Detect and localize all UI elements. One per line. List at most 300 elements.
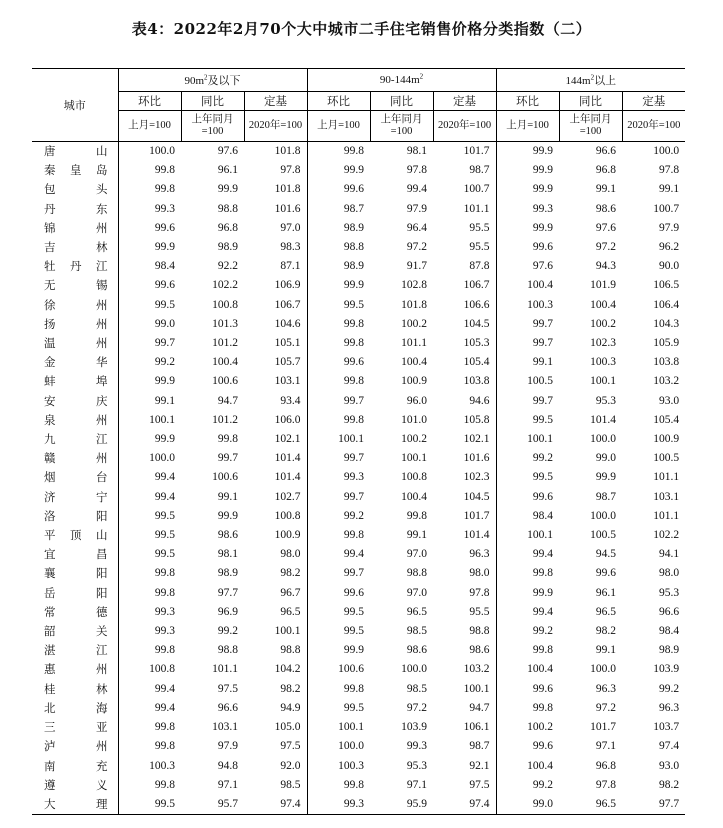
index-value-cell: 97.6 bbox=[595, 221, 617, 234]
table-row bbox=[32, 334, 685, 353]
index-value-cell: 99.1 bbox=[595, 644, 617, 657]
index-value-cell: 98.8 bbox=[280, 644, 301, 657]
index-value-cell: 98.8 bbox=[469, 625, 490, 638]
table-row bbox=[32, 180, 685, 199]
index-value-cell: 100.2 bbox=[496, 718, 559, 737]
table-row bbox=[32, 161, 685, 180]
index-value-cell: 106.5 bbox=[653, 279, 680, 292]
index-value-cell: 100.9 bbox=[401, 375, 428, 388]
city-name-cell: 平 顶 山 bbox=[32, 526, 118, 545]
city-name-cell: 三 亚 bbox=[32, 718, 118, 737]
index-value-cell: 94.1 bbox=[658, 548, 680, 561]
table-row bbox=[32, 680, 685, 699]
index-value-cell: 101.4 bbox=[463, 529, 490, 542]
index-value-cell: 100.0 bbox=[118, 142, 181, 162]
index-value-cell: 99.8 bbox=[118, 737, 181, 756]
base-period-header: 上月=100 bbox=[496, 111, 559, 142]
table-row bbox=[32, 699, 685, 718]
city-name-cell: 扬 州 bbox=[32, 315, 118, 334]
index-value-cell: 97.5 bbox=[280, 740, 301, 753]
index-value-cell: 100.1 bbox=[307, 718, 370, 737]
index-value-cell: 99.5 bbox=[118, 296, 181, 315]
city-name-cell: 秦 皇 岛 bbox=[32, 161, 118, 180]
index-value-cell: 99.3 bbox=[118, 603, 181, 622]
index-value-cell: 99.2 bbox=[496, 622, 559, 641]
index-value-cell: 103.2 bbox=[463, 663, 490, 676]
index-value-cell: 99.8 bbox=[118, 584, 181, 603]
city-name-cell: 温 州 bbox=[32, 334, 118, 353]
index-value-cell: 99.2 bbox=[118, 353, 181, 372]
index-value-cell: 95.5 bbox=[469, 241, 490, 254]
city-name-cell: 金 华 bbox=[32, 353, 118, 372]
index-value-cell: 100.4 bbox=[212, 356, 238, 369]
index-value-cell: 99.6 bbox=[307, 180, 370, 199]
index-value-cell: 99.9 bbox=[496, 219, 559, 238]
sub-header: 定基 bbox=[433, 92, 496, 111]
index-value-cell: 95.7 bbox=[181, 795, 244, 815]
index-value-cell: 99.3 bbox=[496, 200, 559, 219]
index-value-cell: 98.7 bbox=[469, 164, 490, 177]
index-value-cell: 97.4 bbox=[658, 740, 680, 753]
index-value-cell: 99.2 bbox=[496, 449, 559, 468]
index-value-cell: 101.4 bbox=[274, 452, 301, 465]
city-name-cell: 襄 阳 bbox=[32, 564, 118, 583]
index-value-cell: 100.4 bbox=[590, 298, 617, 311]
index-value-cell: 99.7 bbox=[307, 392, 370, 411]
index-value-cell: 101.8 bbox=[401, 298, 428, 311]
city-name-cell: 岳 阳 bbox=[32, 584, 118, 603]
index-value-cell: 98.4 bbox=[118, 257, 181, 276]
index-value-cell: 100.1 bbox=[118, 411, 181, 430]
index-value-cell: 95.9 bbox=[370, 795, 433, 815]
table-row bbox=[32, 353, 685, 372]
index-value-cell: 99.6 bbox=[496, 488, 559, 507]
index-value-cell: 103.9 bbox=[653, 663, 680, 676]
index-value-cell: 100.7 bbox=[463, 183, 490, 196]
index-value-cell: 99.8 bbox=[307, 680, 370, 699]
index-value-cell: 98.5 bbox=[406, 625, 428, 638]
index-value-cell: 99.0 bbox=[118, 315, 181, 334]
index-value-cell: 97.0 bbox=[280, 221, 301, 234]
index-value-cell: 100.1 bbox=[463, 682, 490, 695]
index-value-cell: 100.0 bbox=[590, 509, 617, 522]
index-value-cell: 102.7 bbox=[274, 490, 301, 503]
index-value-cell: 100.8 bbox=[401, 471, 428, 484]
index-value-cell: 97.8 bbox=[595, 778, 617, 791]
index-value-cell: 93.0 bbox=[658, 394, 680, 407]
index-value-cell: 99.8 bbox=[406, 509, 428, 522]
table-row bbox=[32, 718, 685, 737]
index-value-cell: 100.1 bbox=[274, 625, 301, 638]
index-value-cell: 101.6 bbox=[463, 452, 490, 465]
base-period-header: 2020年=100 bbox=[244, 111, 307, 142]
index-value-cell: 101.2 bbox=[212, 413, 238, 426]
index-value-cell: 100.6 bbox=[212, 375, 238, 388]
index-value-cell: 98.9 bbox=[307, 219, 370, 238]
index-value-cell: 92.2 bbox=[217, 260, 238, 273]
index-value-cell: 106.4 bbox=[653, 298, 680, 311]
index-value-cell: 99.9 bbox=[118, 430, 181, 449]
index-value-cell: 106.0 bbox=[274, 413, 301, 426]
index-value-cell: 99.7 bbox=[118, 334, 181, 353]
index-value-cell: 99.2 bbox=[496, 776, 559, 795]
index-value-cell: 92.1 bbox=[469, 759, 490, 772]
index-value-cell: 99.9 bbox=[307, 641, 370, 660]
city-name-cell: 泸 州 bbox=[32, 737, 118, 756]
index-value-cell: 100.6 bbox=[307, 660, 370, 679]
price-index-table bbox=[32, 68, 685, 815]
index-value-cell: 96.4 bbox=[406, 221, 428, 234]
index-value-cell: 96.5 bbox=[595, 605, 617, 618]
index-value-cell: 104.2 bbox=[274, 663, 301, 676]
index-value-cell: 99.8 bbox=[496, 641, 559, 660]
index-value-cell: 99.3 bbox=[307, 795, 370, 815]
index-value-cell: 99.4 bbox=[118, 468, 181, 487]
index-value-cell: 97.9 bbox=[217, 740, 238, 753]
index-value-cell: 99.9 bbox=[496, 180, 559, 199]
index-value-cell: 96.6 bbox=[658, 605, 680, 618]
index-value-cell: 98.6 bbox=[406, 644, 428, 657]
index-value-cell: 97.8 bbox=[469, 586, 490, 599]
index-value-cell: 105.4 bbox=[463, 356, 490, 369]
index-value-cell: 98.8 bbox=[406, 567, 428, 580]
table-row bbox=[32, 584, 685, 603]
index-value-cell: 99.0 bbox=[496, 795, 559, 815]
index-value-cell: 101.8 bbox=[274, 183, 301, 196]
index-value-cell: 99.6 bbox=[118, 219, 181, 238]
index-value-cell: 97.8 bbox=[406, 164, 428, 177]
sub-header: 环比 bbox=[496, 92, 559, 111]
index-value-cell: 100.1 bbox=[590, 375, 617, 388]
index-value-cell: 100.5 bbox=[653, 452, 680, 465]
index-value-cell: 96.3 bbox=[469, 548, 490, 561]
index-value-cell: 99.8 bbox=[307, 142, 370, 162]
index-value-cell: 99.8 bbox=[496, 699, 559, 718]
index-value-cell: 104.5 bbox=[463, 317, 490, 330]
index-value-cell: 98.2 bbox=[658, 778, 680, 791]
index-value-cell: 105.4 bbox=[653, 413, 680, 426]
index-value-cell: 95.5 bbox=[469, 221, 490, 234]
index-value-cell: 94.8 bbox=[217, 759, 238, 772]
city-name-cell: 惠 州 bbox=[32, 660, 118, 679]
index-value-cell: 100.4 bbox=[496, 660, 559, 679]
index-value-cell: 106.6 bbox=[463, 298, 490, 311]
index-value-cell: 98.9 bbox=[658, 644, 680, 657]
table-row bbox=[32, 468, 685, 487]
index-value-cell: 105.9 bbox=[653, 337, 680, 350]
table-row bbox=[32, 757, 685, 776]
index-value-cell: 103.9 bbox=[401, 721, 428, 734]
city-name-cell: 桂 林 bbox=[32, 680, 118, 699]
index-value-cell: 100.8 bbox=[118, 660, 181, 679]
index-value-cell: 96.1 bbox=[217, 164, 238, 177]
index-value-cell: 98.4 bbox=[496, 507, 559, 526]
index-value-cell: 96.5 bbox=[406, 605, 428, 618]
table-row bbox=[32, 564, 685, 583]
index-value-cell: 97.8 bbox=[658, 164, 680, 177]
index-value-cell: 99.4 bbox=[307, 545, 370, 564]
page-title: 表4：2022年2月70个大中城市二手住宅销售价格分类指数（二） bbox=[131, 20, 592, 38]
index-value-cell: 99.8 bbox=[118, 564, 181, 583]
sub-header: 环比 bbox=[118, 92, 181, 111]
table-row bbox=[32, 622, 685, 641]
index-value-cell: 94.6 bbox=[469, 394, 490, 407]
table-row bbox=[32, 315, 685, 334]
base-period-header: 上年同月=100 bbox=[370, 111, 433, 142]
index-value-cell: 100.6 bbox=[212, 471, 238, 484]
index-value-cell: 102.8 bbox=[401, 279, 428, 292]
index-value-cell: 98.0 bbox=[469, 567, 490, 580]
table-row bbox=[32, 430, 685, 449]
index-value-cell: 99.7 bbox=[496, 315, 559, 334]
index-value-cell: 99.5 bbox=[307, 296, 370, 315]
index-value-cell: 99.9 bbox=[496, 161, 559, 180]
index-value-cell: 102.1 bbox=[463, 433, 490, 446]
index-value-cell: 100.0 bbox=[653, 145, 680, 157]
index-value-cell: 99.9 bbox=[496, 142, 559, 162]
index-value-cell: 101.1 bbox=[401, 337, 428, 350]
table-row bbox=[32, 641, 685, 660]
index-value-cell: 104.3 bbox=[653, 317, 680, 330]
index-value-cell: 99.9 bbox=[307, 161, 370, 180]
base-period-header: 上月=100 bbox=[118, 111, 181, 142]
city-name-cell: 湛 江 bbox=[32, 641, 118, 660]
table-row bbox=[32, 449, 685, 468]
city-name-cell: 南 充 bbox=[32, 757, 118, 776]
index-value-cell: 96.8 bbox=[217, 221, 238, 234]
city-name-cell: 蚌 埠 bbox=[32, 372, 118, 391]
index-value-cell: 98.5 bbox=[406, 682, 428, 695]
index-value-cell: 99.7 bbox=[307, 564, 370, 583]
index-value-cell: 96.2 bbox=[658, 241, 680, 254]
index-value-cell: 94.7 bbox=[469, 701, 490, 714]
table-row bbox=[32, 372, 685, 391]
index-value-cell: 96.1 bbox=[595, 586, 617, 599]
index-value-cell: 100.0 bbox=[307, 737, 370, 756]
index-value-cell: 98.9 bbox=[217, 241, 238, 254]
index-value-cell: 95.5 bbox=[469, 605, 490, 618]
index-value-cell: 99.2 bbox=[658, 682, 680, 695]
index-value-cell: 103.8 bbox=[463, 375, 490, 388]
index-value-cell: 100.3 bbox=[307, 757, 370, 776]
index-value-cell: 99.0 bbox=[595, 452, 617, 465]
city-name-cell: 吉 林 bbox=[32, 238, 118, 257]
city-name-cell: 遵 义 bbox=[32, 776, 118, 795]
index-value-cell: 103.7 bbox=[653, 721, 680, 734]
index-value-cell: 96.6 bbox=[595, 145, 617, 157]
index-value-cell: 99.8 bbox=[118, 180, 181, 199]
index-value-cell: 102.3 bbox=[590, 337, 617, 350]
index-value-cell: 96.5 bbox=[559, 795, 622, 815]
table-body bbox=[32, 142, 685, 815]
group-header-small: $90m^2$及以下 bbox=[118, 69, 307, 92]
index-value-cell: 100.4 bbox=[401, 356, 428, 369]
index-value-cell: 101.7 bbox=[463, 145, 490, 157]
index-value-cell: 96.3 bbox=[658, 701, 680, 714]
index-value-cell: 99.9 bbox=[307, 276, 370, 295]
index-value-cell: 99.5 bbox=[118, 545, 181, 564]
index-value-cell: 99.8 bbox=[307, 315, 370, 334]
index-value-cell: 100.3 bbox=[118, 757, 181, 776]
index-value-cell: 96.8 bbox=[595, 164, 617, 177]
index-value-cell: 98.1 bbox=[217, 548, 238, 561]
index-value-cell: 99.1 bbox=[496, 353, 559, 372]
base-period-header: 上月=100 bbox=[307, 111, 370, 142]
index-value-cell: 96.7 bbox=[280, 586, 301, 599]
index-value-cell: 99.5 bbox=[307, 603, 370, 622]
index-value-cell: 99.2 bbox=[307, 507, 370, 526]
index-value-cell: 99.8 bbox=[307, 526, 370, 545]
index-value-cell: 91.7 bbox=[406, 260, 428, 273]
index-value-cell: 106.7 bbox=[463, 279, 490, 292]
table-row bbox=[32, 776, 685, 795]
city-name-cell: 唐 山 bbox=[32, 142, 118, 162]
index-value-cell: 94.3 bbox=[595, 260, 617, 273]
index-value-cell: 100.4 bbox=[401, 490, 428, 503]
index-value-cell: 98.9 bbox=[307, 257, 370, 276]
index-value-cell: 101.4 bbox=[274, 471, 301, 484]
index-value-cell: 96.8 bbox=[595, 759, 617, 772]
index-value-cell: 100.0 bbox=[590, 663, 617, 676]
city-name-cell: 宜 昌 bbox=[32, 545, 118, 564]
sub-header: 定基 bbox=[622, 92, 685, 111]
sub-header: 环比 bbox=[307, 92, 370, 111]
index-value-cell: 101.3 bbox=[212, 317, 238, 330]
index-value-cell: 100.2 bbox=[401, 317, 428, 330]
index-value-cell: 100.0 bbox=[401, 663, 428, 676]
table-row bbox=[32, 488, 685, 507]
index-value-cell: 97.4 bbox=[244, 795, 307, 815]
index-value-cell: 97.9 bbox=[658, 221, 680, 234]
city-name-cell: 韶 关 bbox=[32, 622, 118, 641]
base-period-header: 上年同月=100 bbox=[559, 111, 622, 142]
index-value-cell: 93.0 bbox=[658, 759, 680, 772]
index-value-cell: 97.4 bbox=[433, 795, 496, 815]
index-value-cell: 100.4 bbox=[496, 276, 559, 295]
index-value-cell: 103.2 bbox=[653, 375, 680, 388]
index-value-cell: 98.0 bbox=[658, 567, 680, 580]
index-value-cell: 94.5 bbox=[595, 548, 617, 561]
city-name-cell: 常 德 bbox=[32, 603, 118, 622]
index-value-cell: 98.6 bbox=[469, 644, 490, 657]
sub-header: 同比 bbox=[559, 92, 622, 111]
index-value-cell: 101.1 bbox=[653, 509, 680, 522]
table-row bbox=[32, 795, 685, 815]
index-value-cell: 99.1 bbox=[118, 392, 181, 411]
index-value-cell: 94.7 bbox=[217, 394, 238, 407]
index-value-cell: 96.5 bbox=[280, 605, 301, 618]
index-value-cell: 103.8 bbox=[653, 356, 680, 369]
sub-header: 同比 bbox=[181, 92, 244, 111]
index-value-cell: 99.3 bbox=[406, 740, 428, 753]
index-value-cell: 100.3 bbox=[590, 356, 617, 369]
table-row bbox=[32, 526, 685, 545]
index-value-cell: 99.3 bbox=[118, 622, 181, 641]
index-value-cell: 99.9 bbox=[595, 471, 617, 484]
index-value-cell: 99.8 bbox=[118, 776, 181, 795]
index-value-cell: 106.9 bbox=[274, 279, 301, 292]
city-name-cell: 九 江 bbox=[32, 430, 118, 449]
index-value-cell: 96.3 bbox=[595, 682, 617, 695]
city-name-cell: 北 海 bbox=[32, 699, 118, 718]
index-value-cell: 97.2 bbox=[595, 241, 617, 254]
index-value-cell: 102.3 bbox=[463, 471, 490, 484]
table-row bbox=[32, 238, 685, 257]
index-value-cell: 99.6 bbox=[307, 353, 370, 372]
city-name-cell: 大 理 bbox=[32, 795, 118, 815]
index-value-cell: 99.7 bbox=[307, 488, 370, 507]
index-value-cell: 97.9 bbox=[406, 202, 428, 215]
index-value-cell: 97.8 bbox=[280, 164, 301, 177]
index-value-cell: 90.0 bbox=[658, 260, 680, 273]
table-row bbox=[32, 545, 685, 564]
index-value-cell: 99.5 bbox=[118, 507, 181, 526]
index-value-cell: 99.7 bbox=[307, 449, 370, 468]
sub-header: 同比 bbox=[370, 92, 433, 111]
index-value-cell: 99.9 bbox=[217, 183, 238, 196]
index-value-cell: 100.7 bbox=[653, 202, 680, 215]
index-value-cell: 95.3 bbox=[406, 759, 428, 772]
city-name-cell: 徐 州 bbox=[32, 296, 118, 315]
table-row bbox=[32, 257, 685, 276]
index-value-cell: 99.4 bbox=[406, 183, 428, 196]
index-value-cell: 100.2 bbox=[590, 317, 617, 330]
index-value-cell: 100.0 bbox=[590, 433, 617, 446]
index-value-cell: 100.3 bbox=[496, 296, 559, 315]
index-value-cell: 103.1 bbox=[212, 721, 238, 734]
table-row bbox=[32, 660, 685, 679]
index-value-cell: 97.2 bbox=[406, 241, 428, 254]
index-value-cell: 99.8 bbox=[496, 564, 559, 583]
index-value-cell: 97.2 bbox=[595, 701, 617, 714]
table-row bbox=[32, 737, 685, 756]
index-value-cell: 99.8 bbox=[307, 372, 370, 391]
index-value-cell: 98.4 bbox=[658, 625, 680, 638]
index-value-cell: 101.2 bbox=[212, 337, 238, 350]
index-value-cell: 99.7 bbox=[496, 334, 559, 353]
table-header bbox=[32, 69, 685, 142]
city-name-cell: 赣 州 bbox=[32, 449, 118, 468]
index-value-cell: 105.0 bbox=[274, 721, 301, 734]
index-value-cell: 101.4 bbox=[590, 413, 617, 426]
city-name-cell: 包 头 bbox=[32, 180, 118, 199]
city-name-cell: 锦 州 bbox=[32, 219, 118, 238]
index-value-cell: 99.5 bbox=[307, 699, 370, 718]
index-value-cell: 98.1 bbox=[406, 145, 428, 157]
index-value-cell: 97.6 bbox=[496, 257, 559, 276]
index-value-cell: 97.5 bbox=[469, 778, 490, 791]
index-value-cell: 99.5 bbox=[118, 795, 181, 815]
index-value-cell: 99.3 bbox=[307, 468, 370, 487]
index-value-cell: 98.7 bbox=[469, 740, 490, 753]
index-value-cell: 99.1 bbox=[595, 183, 617, 196]
index-value-cell: 100.4 bbox=[496, 757, 559, 776]
index-value-cell: 99.8 bbox=[307, 776, 370, 795]
index-value-cell: 93.4 bbox=[280, 394, 301, 407]
index-value-cell: 99.6 bbox=[496, 238, 559, 257]
table-row bbox=[32, 200, 685, 219]
index-value-cell: 99.3 bbox=[118, 200, 181, 219]
index-value-cell: 96.0 bbox=[406, 394, 428, 407]
index-value-cell: 99.9 bbox=[118, 372, 181, 391]
index-value-cell: 99.4 bbox=[118, 680, 181, 699]
index-value-cell: 100.8 bbox=[212, 298, 238, 311]
city-name-cell: 泉 州 bbox=[32, 411, 118, 430]
group-header-large: $144m^2$以上 bbox=[496, 69, 685, 92]
index-value-cell: 98.6 bbox=[217, 529, 238, 542]
index-value-cell: 100.1 bbox=[307, 430, 370, 449]
index-value-cell: 97.1 bbox=[595, 740, 617, 753]
